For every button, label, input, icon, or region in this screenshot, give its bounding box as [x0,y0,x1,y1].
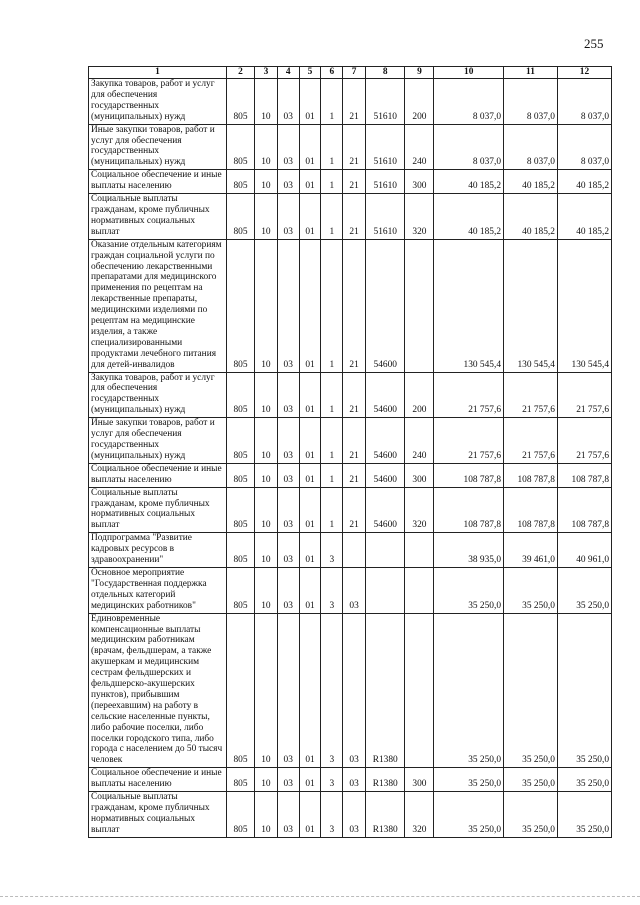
code-cell: 54600 [366,372,405,418]
row-description: Единовременные компенсационные выплаты медицинским работникам (врачам, фельдшерам, а также акушеркам и медицинским сестрам фельдшерских и фельдшерско-акушерских пунктов), прибывшим (переехавшим) на работу в сельские населенные пункты, либо рабочие поселки, либо поселки городского типа, либо города с населением до 50 тысяч человек [89,613,227,768]
code-cell: 10 [255,194,278,240]
column-header: 7 [343,67,366,79]
amount-cell: 130 545,4 [557,239,611,372]
code-cell: 805 [227,239,255,372]
amount-cell: 8 037,0 [557,79,611,125]
column-header: 3 [255,67,278,79]
code-cell: 1 [321,124,343,170]
code-cell: 320 [405,792,434,838]
code-cell: R1380 [366,792,405,838]
code-cell: 03 [343,567,366,613]
code-cell: 21 [343,463,366,487]
table-row [89,613,612,768]
row-description: Социальные выплаты гражданам, кроме публичных нормативных социальных выплат [89,194,227,240]
code-cell: 10 [255,372,278,418]
code-cell: 01 [299,613,321,768]
amount-cell: 108 787,8 [557,487,611,533]
column-header: 5 [299,67,321,79]
code-cell: 3 [321,792,343,838]
code-cell: 03 [277,79,299,125]
code-cell: 01 [299,792,321,838]
code-cell: 01 [299,768,321,792]
code-cell: 805 [227,79,255,125]
code-cell: 805 [227,792,255,838]
code-cell: 54600 [366,418,405,464]
column-header: 4 [277,67,299,79]
code-cell: 3 [321,613,343,768]
code-cell: 03 [277,170,299,194]
column-header: 12 [557,67,611,79]
amount-cell: 108 787,8 [504,487,558,533]
code-cell: 01 [299,533,321,568]
code-cell: 21 [343,124,366,170]
code-cell: 01 [299,487,321,533]
code-cell: 320 [405,194,434,240]
code-cell: 51610 [366,124,405,170]
column-header: 8 [366,67,405,79]
code-cell: 21 [343,170,366,194]
code-cell: 10 [255,463,278,487]
code-cell: 54600 [366,239,405,372]
code-cell: 10 [255,613,278,768]
code-cell: 51610 [366,170,405,194]
code-cell [405,567,434,613]
code-cell: 805 [227,533,255,568]
code-cell: 1 [321,239,343,372]
code-cell: 01 [299,463,321,487]
table-row [89,170,612,194]
code-cell: 03 [277,792,299,838]
code-cell: 03 [343,768,366,792]
column-header: 9 [405,67,434,79]
amount-cell: 8 037,0 [504,79,558,125]
row-description: Социальное обеспечение и иные выплаты населению [89,768,227,792]
code-cell: 805 [227,463,255,487]
code-cell [405,239,434,372]
header-row [89,67,612,79]
row-description: Социальное обеспечение и иные выплаты населению [89,170,227,194]
amount-cell: 40 185,2 [504,194,558,240]
code-cell: 51610 [366,79,405,125]
amount-cell: 35 250,0 [504,613,558,768]
code-cell: 1 [321,418,343,464]
code-cell: 805 [227,170,255,194]
code-cell: R1380 [366,613,405,768]
scan-edge-line [0,896,640,898]
row-description: Основное мероприятие "Государственная поддержка отдельных категорий медицинских работников" [89,567,227,613]
code-cell: 805 [227,613,255,768]
table-row [89,418,612,464]
code-cell: 3 [321,768,343,792]
row-description: Иные закупки товаров, работ и услуг для обеспечения государственных (муниципальных) нужд [89,418,227,464]
row-description: Иные закупки товаров, работ и услуг для обеспечения государственных (муниципальных) нужд [89,124,227,170]
code-cell: 3 [321,567,343,613]
amount-cell: 8 037,0 [557,124,611,170]
code-cell: 200 [405,372,434,418]
code-cell: 01 [299,170,321,194]
code-cell: 320 [405,487,434,533]
column-header: 11 [504,67,558,79]
code-cell: 03 [277,613,299,768]
code-cell: 10 [255,567,278,613]
code-cell: 03 [277,533,299,568]
amount-cell: 40 185,2 [434,194,504,240]
amount-cell: 21 757,6 [434,418,504,464]
amount-cell: 8 037,0 [434,124,504,170]
code-cell: 10 [255,124,278,170]
amount-cell: 39 461,0 [504,533,558,568]
amount-cell: 35 250,0 [504,567,558,613]
code-cell: 1 [321,463,343,487]
code-cell: 21 [343,487,366,533]
row-description: Подпрограмма "Развитие кадровых ресурсов в здравоохранении" [89,533,227,568]
row-description: Закупка товаров, работ и услуг для обеспечения государственных (муниципальных) нужд [89,79,227,125]
code-cell: 51610 [366,194,405,240]
code-cell: 01 [299,418,321,464]
table-row [89,533,612,568]
code-cell: 10 [255,487,278,533]
amount-cell: 108 787,8 [434,487,504,533]
table-row [89,463,612,487]
code-cell: 03 [277,768,299,792]
amount-cell: 8 037,0 [504,124,558,170]
code-cell: 21 [343,239,366,372]
amount-cell: 35 250,0 [504,768,558,792]
code-cell: 21 [343,418,366,464]
row-description: Закупка товаров, работ и услуг для обеспечения государственных (муниципальных) нужд [89,372,227,418]
code-cell: 01 [299,194,321,240]
code-cell: 10 [255,239,278,372]
table-row [89,124,612,170]
code-cell: 805 [227,194,255,240]
amount-cell: 35 250,0 [557,567,611,613]
code-cell: 805 [227,124,255,170]
code-cell: 200 [405,79,434,125]
amount-cell: 130 545,4 [434,239,504,372]
amount-cell: 35 250,0 [557,613,611,768]
code-cell: 01 [299,124,321,170]
code-cell: 10 [255,170,278,194]
code-cell: 21 [343,79,366,125]
code-cell: 3 [321,533,343,568]
row-description: Социальные выплаты гражданам, кроме публичных нормативных социальных выплат [89,792,227,838]
code-cell: 1 [321,194,343,240]
amount-cell: 21 757,6 [557,418,611,464]
code-cell: 21 [343,194,366,240]
code-cell: 54600 [366,463,405,487]
row-description: Социальные выплаты гражданам, кроме публичных нормативных социальных выплат [89,487,227,533]
amount-cell: 38 935,0 [434,533,504,568]
amount-cell: 21 757,6 [557,372,611,418]
column-header: 2 [227,67,255,79]
code-cell: 03 [277,418,299,464]
amount-cell: 108 787,8 [504,463,558,487]
code-cell: 10 [255,79,278,125]
code-cell: 54600 [366,487,405,533]
code-cell: 1 [321,170,343,194]
code-cell: 03 [343,792,366,838]
amount-cell: 21 757,6 [434,372,504,418]
amount-cell: 40 185,2 [557,194,611,240]
code-cell [366,533,405,568]
code-cell: 03 [343,613,366,768]
amount-cell: 21 757,6 [504,372,558,418]
table-row [89,487,612,533]
code-cell: 10 [255,768,278,792]
amount-cell: 21 757,6 [504,418,558,464]
code-cell: 10 [255,418,278,464]
code-cell: 300 [405,170,434,194]
code-cell: 10 [255,533,278,568]
amount-cell: 35 250,0 [434,768,504,792]
table-row [89,194,612,240]
amount-cell: 108 787,8 [557,463,611,487]
code-cell [343,533,366,568]
code-cell: 805 [227,567,255,613]
column-header: 1 [89,67,227,79]
table-row [89,372,612,418]
amount-cell: 40 185,2 [504,170,558,194]
code-cell: 240 [405,124,434,170]
code-cell: 03 [277,194,299,240]
code-cell: 805 [227,768,255,792]
column-header: 10 [434,67,504,79]
amount-cell: 8 037,0 [434,79,504,125]
amount-cell: 35 250,0 [434,613,504,768]
page-number: 255 [584,36,604,51]
amount-cell: 35 250,0 [504,792,558,838]
code-cell [405,613,434,768]
amount-cell: 40 185,2 [434,170,504,194]
code-cell: R1380 [366,768,405,792]
amount-cell: 35 250,0 [557,792,611,838]
table-row [89,567,612,613]
code-cell: 1 [321,372,343,418]
code-cell: 03 [277,239,299,372]
row-description: Социальное обеспечение и иные выплаты населению [89,463,227,487]
code-cell: 21 [343,372,366,418]
table-row [89,239,612,372]
code-cell: 01 [299,79,321,125]
code-cell: 01 [299,372,321,418]
code-cell: 03 [277,124,299,170]
amount-cell: 130 545,4 [504,239,558,372]
amount-cell: 40 961,0 [557,533,611,568]
code-cell: 03 [277,372,299,418]
code-cell: 805 [227,418,255,464]
code-cell: 805 [227,487,255,533]
budget-table [88,66,612,838]
code-cell: 03 [277,567,299,613]
table-row [89,768,612,792]
amount-cell: 108 787,8 [434,463,504,487]
code-cell [405,533,434,568]
amount-cell: 35 250,0 [557,768,611,792]
row-description: Оказание отдельным категориям граждан социальной услуги по обеспечению лекарственными препаратами для медицинского применения по рецептам на лекарственные препараты, медицинскими изделиями по рецептам на медицинские изделия, а также специализированными продуктами лечебного питания для детей-инвалидов [89,239,227,372]
code-cell: 01 [299,567,321,613]
code-cell [366,567,405,613]
code-cell: 805 [227,372,255,418]
code-cell: 300 [405,463,434,487]
table-row [89,792,612,838]
column-header: 6 [321,67,343,79]
table-row [89,79,612,125]
code-cell: 240 [405,418,434,464]
code-cell: 03 [277,463,299,487]
amount-cell: 40 185,2 [557,170,611,194]
amount-cell: 35 250,0 [434,792,504,838]
code-cell: 300 [405,768,434,792]
table-body [89,79,612,838]
code-cell: 01 [299,239,321,372]
code-cell: 1 [321,487,343,533]
code-cell: 03 [277,487,299,533]
code-cell: 10 [255,792,278,838]
code-cell: 1 [321,79,343,125]
amount-cell: 35 250,0 [434,567,504,613]
